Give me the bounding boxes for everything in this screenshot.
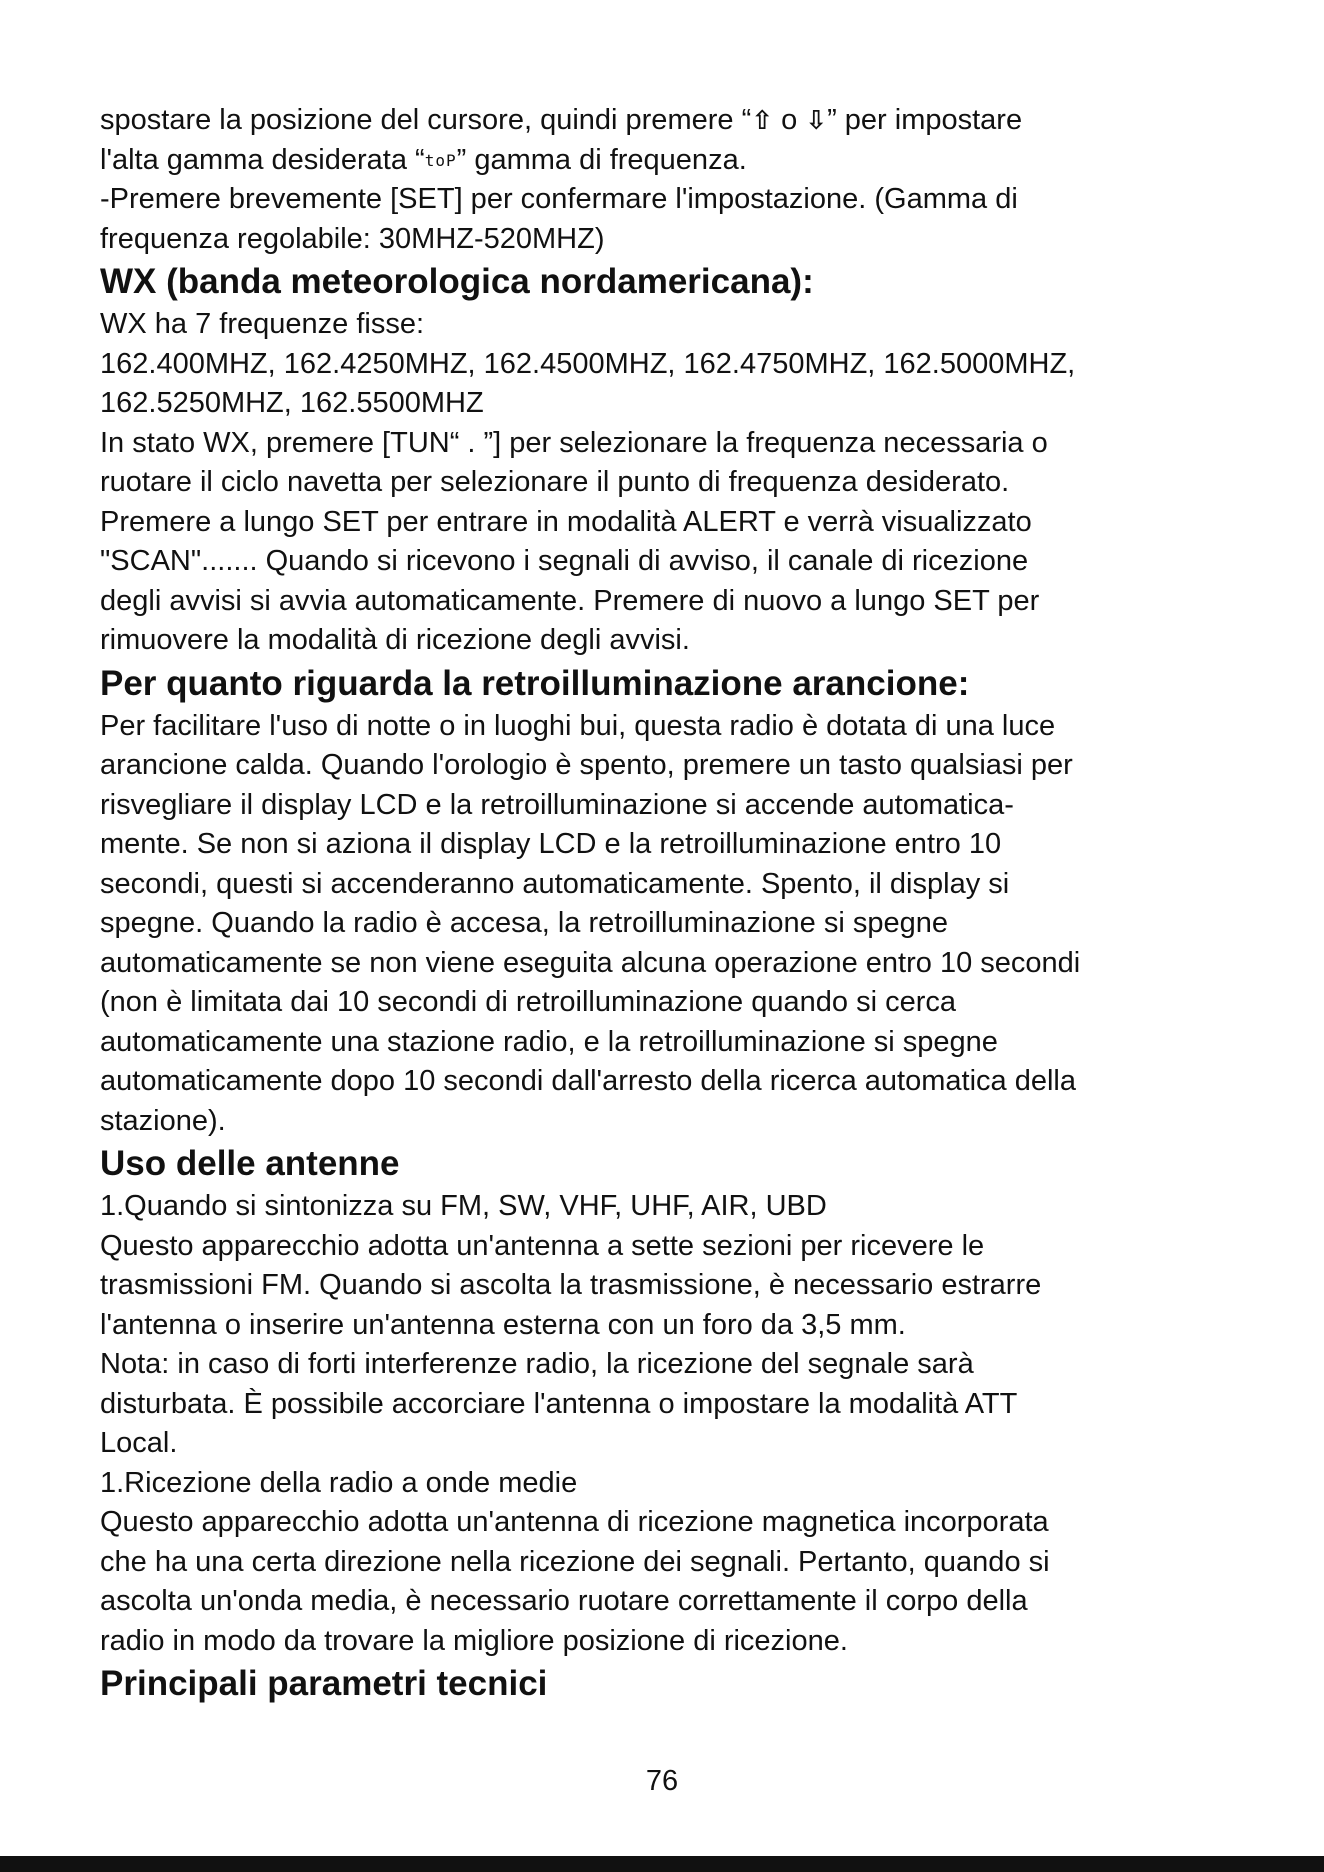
antennas-line: trasmissioni FM. Quando si ascolta la trasmissione, è necessario estrarre xyxy=(100,1269,1042,1301)
backlight-line: automaticamente una stazione radio, e la retroilluminazione si spegne xyxy=(100,1025,998,1058)
manual-page xyxy=(100,101,1230,1707)
antennas-line: 1.Ricezione della radio a onde medie xyxy=(100,1466,578,1499)
wx-line: ruotare il ciclo navetta per selezionare il punto di frequenza desiderato. xyxy=(100,466,1010,498)
antennas-line: ascolta un'onda media, è necessario ruotare correttamente il corpo della xyxy=(100,1585,1028,1617)
wx-line: Premere a lungo SET per entrare in modalità ALERT e verrà visualizzato xyxy=(100,505,1032,538)
intro-line-2 xyxy=(100,141,1230,181)
backlight-line: arancione calda. Quando l'orologio è spento, premere un tasto qualsiasi per xyxy=(100,749,1073,781)
wx-line: degli avvisi si avvia automaticamente. Premere di nuovo a lungo SET per xyxy=(100,584,1040,617)
backlight-line: automaticamente dopo 10 secondi dall'arresto della ricerca automatica della xyxy=(100,1065,1076,1097)
backlight-line: (non è limitata dai 10 secondi di retroilluminazione quando si cerca xyxy=(100,986,956,1018)
antennas-line: Nota: in caso di forti interferenze radio, la ricezione del segnale sarà xyxy=(100,1348,974,1380)
antennas-line: Questo apparecchio adotta un'antenna di ricezione magnetica incorporata xyxy=(100,1506,1049,1538)
backlight-line: secondi, questi si accenderanno automaticamente. Spento, il display si xyxy=(100,867,1010,900)
down-arrow-icon: ⇩ xyxy=(805,105,828,135)
backlight-line: spegne. Quando la radio è accesa, la retroilluminazione si spegne xyxy=(100,907,948,939)
backlight-line: stazione). xyxy=(100,1104,226,1137)
backlight-line: Per facilitare l'uso di notte o in luoghi bui, questa radio è dotata di una luce xyxy=(100,709,1056,742)
wx-line: rimuovere la modalità di ricezione degli avvisi. xyxy=(100,624,690,656)
antennas-line: Local. xyxy=(100,1427,178,1459)
intro-line-3: -Premere brevemente [SET] per confermare l'impostazione. (Gamma di xyxy=(100,183,1018,215)
intro-text: o xyxy=(773,104,806,136)
page-number: 76 xyxy=(645,1765,679,1797)
wx-line: In stato WX, premere [TUN“ . ”] per selezionare la frequenza necessaria o xyxy=(100,426,1048,459)
up-arrow-icon: ⇧ xyxy=(751,105,774,135)
antennas-line: radio in modo da trovare la migliore posizione di ricezione. xyxy=(100,1624,848,1657)
backlight-line: risvegliare il display LCD e la retroilluminazione si accende automatica- xyxy=(100,788,1014,821)
intro-line-1 xyxy=(100,101,1230,141)
wx-line: 162.400MHZ, 162.4250MHZ, 162.4500MHZ, 162.4750MHZ, 162.5000MHZ, xyxy=(100,347,1076,380)
antennas-heading: Uso delle antenne xyxy=(100,1144,400,1183)
backlight-line: mente. Se non si aziona il display LCD e la retroilluminazione entro 10 xyxy=(100,828,1002,860)
antennas-line: 1.Quando si sintonizza su FM, SW, VHF, UHF, AIR, UBD xyxy=(100,1190,827,1222)
wx-line: WX ha 7 frequenze fisse: xyxy=(100,308,424,340)
antennas-line: Questo apparecchio adotta un'antenna a sette sezioni per ricevere le xyxy=(100,1229,985,1262)
specs-heading: Principali parametri tecnici xyxy=(100,1664,548,1703)
intro-text: l'alta gamma desiderata “ xyxy=(100,143,425,176)
intro-line-4: frequenza regolabile: 30MHZ-520MHZ) xyxy=(100,222,605,255)
wx-heading: WX (banda meteorologica nordamericana): xyxy=(100,262,814,301)
bottom-border xyxy=(0,1856,1324,1872)
backlight-line: automaticamente se non viene eseguita alcuna operazione entro 10 secondi xyxy=(100,946,1081,979)
intro-text: ” gamma di frequenza. xyxy=(456,143,747,176)
antennas-line: che ha una certa direzione nella ricezione dei segnali. Pertanto, quando si xyxy=(100,1545,1050,1578)
backlight-heading: Per quanto riguarda la retroilluminazione arancione: xyxy=(100,663,970,703)
lcd-top-indicator: toP xyxy=(424,150,457,170)
antennas-line: disturbata. È possibile accorciare l'antenna o impostare la modalità ATT xyxy=(100,1387,1018,1420)
antennas-line: l'antenna o inserire un'antenna esterna con un foro da 3,5 mm. xyxy=(100,1308,906,1341)
intro-text: spostare la posizione del cursore, quindi premere “ xyxy=(100,104,752,136)
intro-text: ” per impostare xyxy=(827,104,1023,136)
wx-line: "SCAN"....... Quando si ricevono i segnali di avviso, il canale di ricezione xyxy=(100,545,1029,577)
wx-line: 162.5250MHZ, 162.5500MHZ xyxy=(100,387,484,419)
